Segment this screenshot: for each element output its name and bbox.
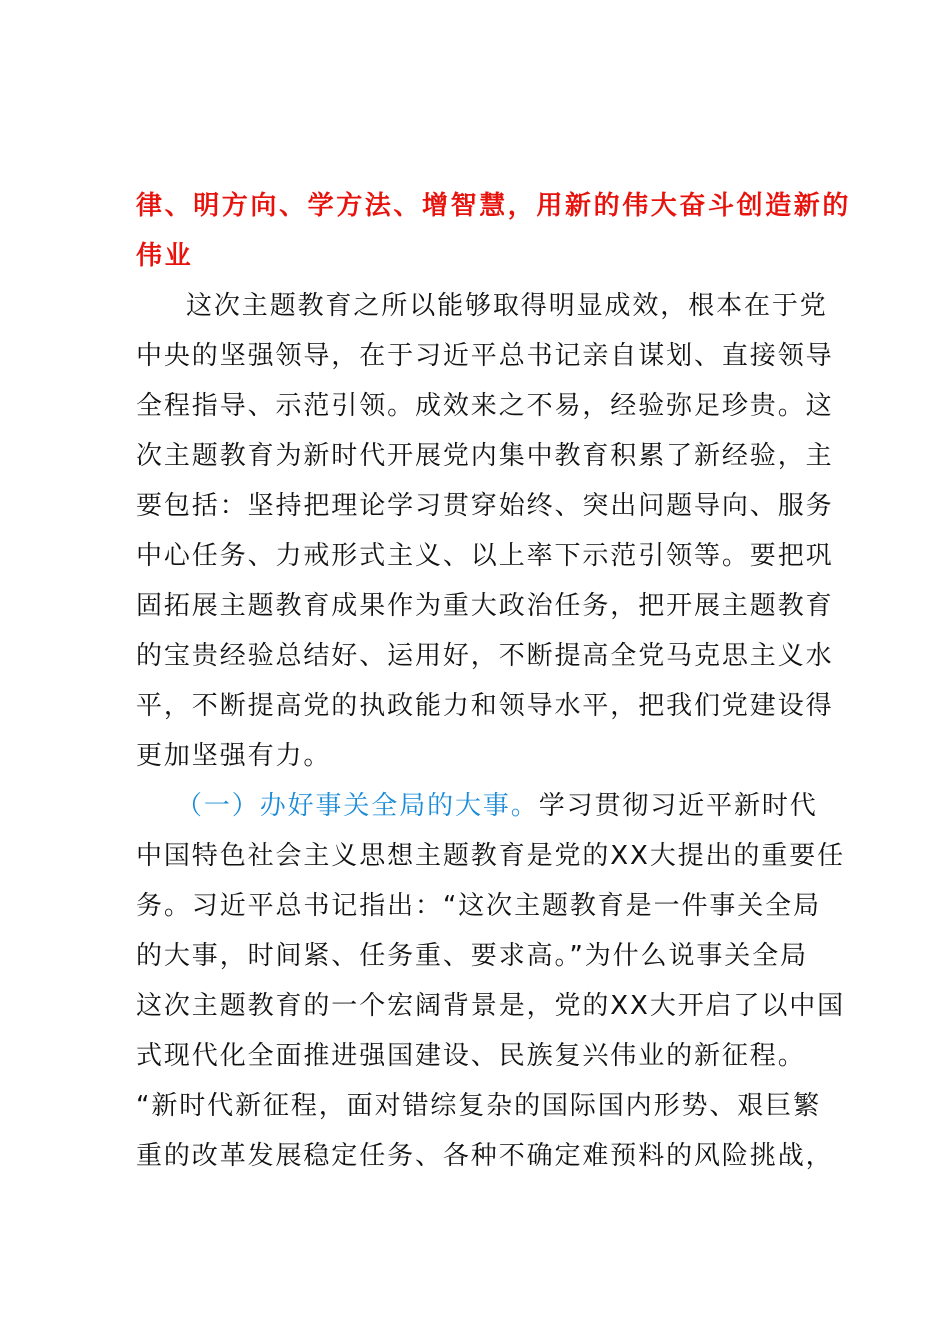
paragraph-2-line: 式现代化全面推进强国建设、民族复兴伟业的新征程。 [136,1041,806,1071]
paragraph-1-line: 次主题教育为新时代开展党内集中教育积累了新经验，主 [136,441,834,471]
paragraph-1-line: 平，不断提高党的执政能力和领导水平，把我们党建设得 [136,691,834,721]
paragraph-2-line: 中国特色社会主义思想主题教育是党的XX大提出的重要任 [136,841,846,871]
paragraph-2-line: 务。习近平总书记指出：“这次主题教育是一件事关全局 [136,891,821,921]
paragraph-1-line: 要包括：坚持把理论学习贯穿始终、突出问题导向、服务 [136,491,834,521]
paragraph-1-line: 固拓展主题教育成果作为重大政治任务，把开展主题教育 [136,591,834,621]
heading-line-2: 伟业 [136,241,194,271]
paragraph-2-line: 重的改革发展稳定任务、各种不确定难预料的风险挑战， [136,1141,834,1171]
subheading: （一）办好事关全局的大事。 [176,791,539,821]
paragraph-1-line: 这次主题教育之所以能够取得明显成效，根本在于党 [186,291,828,321]
paragraph-2-first-line [176,788,818,824]
paragraph-2-first-line-text: 学习贯彻习近平新时代 [538,791,818,821]
paragraph-1-line: 更加坚强有力。 [136,741,332,771]
paragraph-2-line: 的大事，时间紧、任务重、要求高。”为什么说事关全局 [136,941,808,971]
paragraph-2-line: 这次主题教育的一个宏阔背景是，党的XX大开启了以中国 [136,991,846,1021]
paragraph-1-line: 中心任务、力戒形式主义、以上率下示范引领等。要把巩 [136,541,834,571]
paragraph-1-line: 全程指导、示范引领。成效来之不易，经验弥足珍贵。这 [136,391,834,421]
heading-line-1: 律、明方向、学方法、增智慧，用新的伟大奋斗创造新的 [136,191,852,221]
paragraph-1-line: 的宝贵经验总结好、运用好，不断提高全党马克思主义水 [136,641,834,671]
paragraph-2-line: “新时代新征程，面对错综复杂的国际国内形势、艰巨繁 [136,1091,821,1121]
paragraph-1-line: 中央的坚强领导，在于习近平总书记亲自谋划、直接领导 [136,341,834,371]
